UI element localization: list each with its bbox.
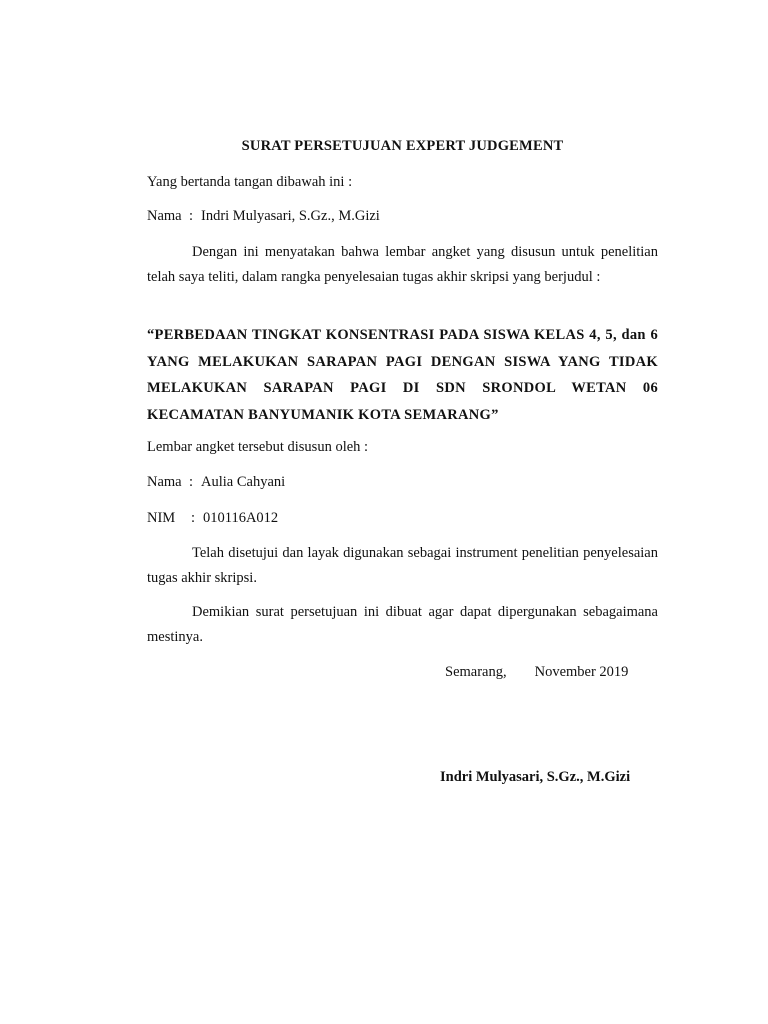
signer-name: Indri Mulyasari, S.Gz., M.Gizi [440, 769, 631, 785]
student-nim-separator: : [191, 510, 196, 526]
place-date [445, 660, 628, 684]
approval-paragraph: Telah disetujui dan layak digunakan sebagai instrument penelitian penyelesaian tugas akhir skripsi. [147, 545, 658, 586]
expert-name-row [147, 204, 380, 228]
research-title: “PERBEDAAN TINGKAT KONSENTRASI PADA SISWA KELAS 4, 5, dan 6 YANG MELAKUKAN SARAPAN PAGI DENGAN SISWA YANG TIDAK MELAKUKAN SARAPAN PAGI DI SDN SRONDOL WETAN 06 KECAMATAN BANYUMANIK KOTA SEMARANG” [147, 327, 658, 423]
student-nim-label: NIM [147, 510, 176, 526]
student-nim-value: 010116A012 [203, 510, 279, 526]
compiled-by-line: Lembar angket tersebut disusun oleh : [147, 439, 369, 455]
letter-page [147, 0, 658, 1024]
student-nim-row [147, 506, 278, 530]
letter-title: SURAT PERSETUJUAN EXPERT JUDGEMENT [241, 138, 564, 154]
opening-line: Yang bertanda tangan dibawah ini : [147, 174, 353, 190]
statement-paragraph: Dengan ini menyatakan bahwa lembar angket yang disusun untuk penelitian telah saya teliti, dalam rangka penyelesaian tugas akhir skripsi yang berjudul : [147, 244, 658, 285]
student-name-separator: : [189, 474, 194, 490]
expert-name-separator: : [189, 208, 194, 224]
student-name-value: Aulia Cahyani [201, 474, 286, 490]
date: November 2019 [534, 664, 629, 680]
student-name-row [147, 470, 285, 494]
place: Semarang, [445, 664, 507, 680]
student-name-label: Nama [147, 474, 182, 490]
expert-name-label: Nama [147, 208, 182, 224]
expert-name-value: Indri Mulyasari, S.Gz., M.Gizi [201, 208, 380, 224]
closing-paragraph: Demikian surat persetujuan ini dibuat agar dapat dipergunakan sebagaimana mestinya. [147, 604, 658, 645]
